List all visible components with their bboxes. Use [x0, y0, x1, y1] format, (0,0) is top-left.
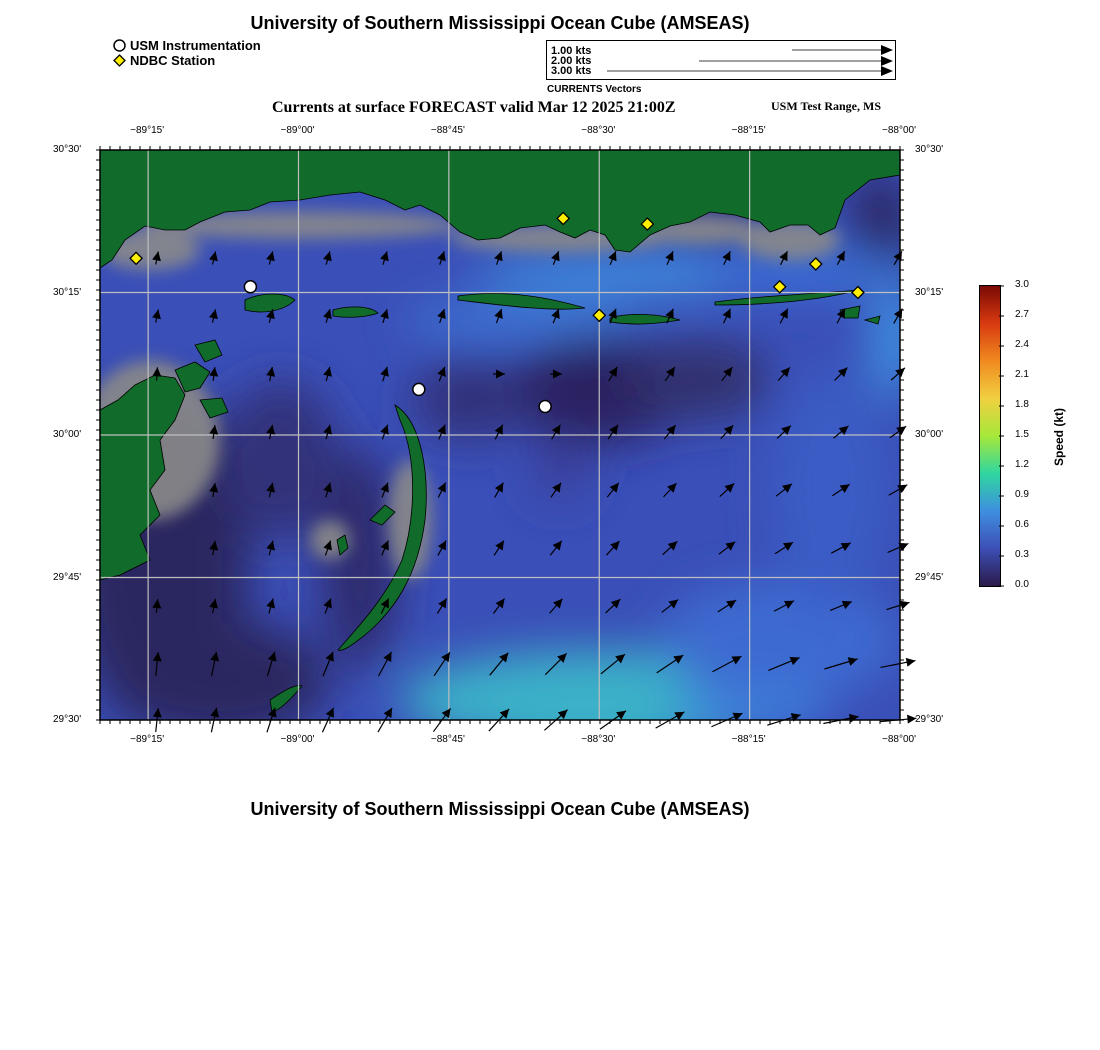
- colorbar-tick-label: 2.7: [1015, 309, 1029, 320]
- lon-label-top: −88°45': [430, 125, 465, 136]
- lat-label-right: 29°30': [915, 714, 944, 725]
- usm-station-marker[interactable]: [244, 281, 256, 293]
- lat-label-left: 30°00': [53, 429, 82, 440]
- colorbar-ticks: [999, 285, 1007, 587]
- speed-colorbar: [979, 285, 1001, 587]
- lon-label-top: −88°30': [581, 125, 616, 136]
- lon-label-top: −88°00': [882, 125, 916, 136]
- lon-label-top: −88°15': [731, 125, 766, 136]
- colorbar-tick-label: 2.1: [1015, 369, 1029, 380]
- legend-ndbc-label: NDBC Station: [130, 53, 216, 68]
- lat-label-left: 30°30': [53, 144, 82, 155]
- lon-label-bottom: −88°45': [430, 734, 465, 745]
- range-name: USM Test Range, MS: [771, 99, 882, 113]
- lat-label-left: 30°15': [53, 286, 82, 298]
- colorbar-tick-label: 1.8: [1015, 399, 1029, 410]
- colorbar-tick-label: 2.4: [1015, 339, 1029, 350]
- lat-label-right: 30°30': [915, 144, 944, 155]
- colorbar-title: Speed (kt): [1052, 407, 1067, 467]
- lon-label-top: −89°15': [130, 125, 165, 136]
- lat-label-right: 29°45': [915, 571, 944, 583]
- lon-label-bottom: −88°30': [581, 734, 616, 745]
- usm-station-marker[interactable]: [539, 401, 551, 413]
- lat-label-left: 29°45': [53, 571, 82, 583]
- footer-title: University of Southern Mississippi Ocean Cube (AMSEAS): [250, 799, 750, 819]
- lat-label-right: 30°15': [915, 286, 944, 298]
- usm-station-marker[interactable]: [413, 383, 425, 395]
- lat-label-right: 30°00': [915, 429, 944, 440]
- colorbar-tick-label: 0.0: [1015, 579, 1029, 590]
- vector-key-label-3: 3.00 kts: [551, 65, 592, 77]
- lat-label-left: 29°30': [53, 714, 82, 725]
- forecast-subtitle: Currents at surface FORECAST valid Mar 12 2025 21:00Z: [272, 99, 676, 116]
- lon-label-top: −89°00': [280, 125, 315, 136]
- colorbar-tick-label: 0.6: [1015, 519, 1029, 530]
- lon-label-bottom: −88°15': [731, 734, 766, 745]
- vector-key-label-2: 2.00 kts: [551, 55, 592, 67]
- vector-key-label-1: 1.00 kts: [551, 45, 592, 57]
- colorbar-tick-label: 0.9: [1015, 489, 1029, 500]
- page-title: University of Southern Mississippi Ocean Cube (AMSEAS): [250, 13, 750, 33]
- speed-field: [70, 150, 920, 755]
- lon-label-bottom: −89°00': [280, 734, 315, 745]
- colorbar-tick-label: 0.3: [1015, 549, 1029, 560]
- colorbar-tick-label: 3.0: [1015, 279, 1029, 290]
- legend-usm-label: USM Instrumentation: [130, 38, 261, 53]
- colorbar-tick-label: 1.5: [1015, 429, 1029, 440]
- colorbar-tick-label: 1.2: [1015, 459, 1029, 470]
- vector-key-caption: CURRENTS Vectors: [547, 84, 642, 95]
- lon-label-bottom: −88°00': [882, 734, 916, 745]
- lon-label-bottom: −89°15': [130, 734, 165, 745]
